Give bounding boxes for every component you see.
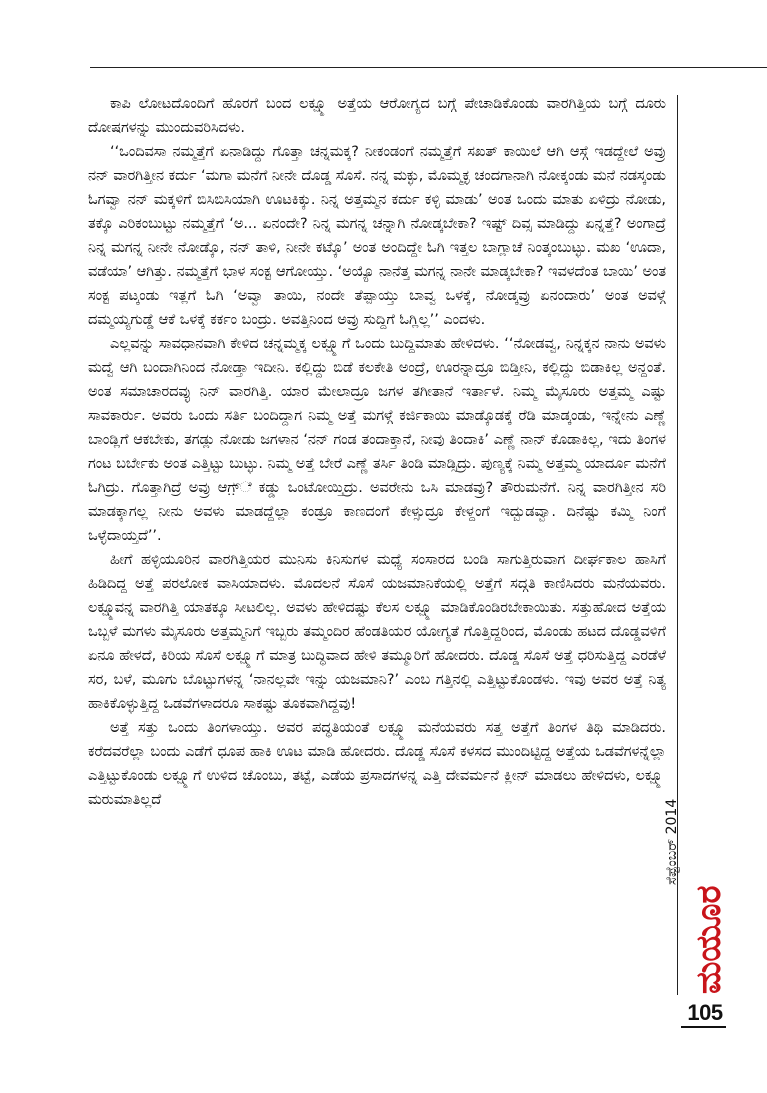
article-body: [88, 92, 666, 812]
magazine-logo: ಮಯೂರ: [689, 885, 729, 994]
top-rule: [90, 67, 767, 68]
paragraph: ‘‘ಒಂದಿವಸಾ ನಮ್ಮತ್ತೆಗೆ ಏನಾಡಿದ್ದು ಗೊತ್ತಾ ಚನ್ನಮಕ್ಕ? ನೀಕಂಡಂಗೆ ನಮ್ಮತ್ತೆಗೆ ಸಖತ್ ಕಾಯಿಲೆ ಆಗಿ ಆಸ್ಗೆ ಇಡದ್ದೇಲೆ ಅವ್ರು ನನ್ ವಾರಗಿತ್ತೀನ ಕರ್ದು ‘ಮಗಾ ಮನೆಗೆ ನೀನೇ ದೊಡ್ಡ ಸೊಸೆ. ನನ್ನ ಮಕ್ಳು, ಮೊಮ್ಮಕ್ಳ ಚಂದಗಾನಾಗಿ ನೋಕ್ಕಂಡು ಮನೆ ನಡಸ್ಕಂಡು ಓಗವ್ವಾ ನನ್ ಮಕ್ಕಳಿಗೆ ಬಿಸಿಬಿಸಿಯಾಗಿ ಊಟಕಿಕ್ಕು. ನಿನ್ನ ಅತ್ತಮ್ಮನ ಕರ್ದು ಕಳ್ಳಿ ಮಾಡು’ ಅಂತ ಒಂದು ಮಾತು ಏಳಿದ್ರು ನೋಡು, ತಕ್ಕೊ ಎರಿಕಂಬುಟ್ಟು ನಮ್ಮತ್ತೆಗೆ ‘ಅ... ಏನಂದೇ? ನಿನ್ನ ಮಗನ್ನ ಚನ್ನಾಗಿ ನೋಡ್ಕಬೇಕಾ? ಇಷ್ಟ್ ದಿವ್ಸ ಮಾಡಿದ್ದು ಏನ್ನತ್ತೆ? ಅಂಗಾದ್ರೆ ನಿನ್ನ ಮಗನ್ನ ನೀನೇ ನೋಡ್ಕೊ, ನನ್ ತಾಳಿ, ನೀನೇ ಕಟ್ಕೊ’ ಅಂತ ಅಂದಿದ್ದೇ ಓಗಿ ಇತ್ತಲ ಬಾಗ್ಲಾಚೆ ನಿಂತ್ಕಂಬುಟ್ಳು. ಮಖ ‘ಊದಾ, ವಡೆಯಾ’ ಆಗಿತ್ತು. ನಮ್ಮತ್ತೆಗೆ ಭಾಳ ಸಂಕ್ಟ ಆಗೋಯ್ತು. ‘ಅಯ್ಯೊ ನಾನೆತ್ತ ಮಗನ್ನ ನಾನೇ ಮಾಡ್ಕಬೇಕಾ? ಇವಳದೆಂತ ಬಾಯಿ’ ಅಂತ ಸಂಕ್ಟ ಪಟ್ಕಂಡು ಇತ್ಲಗೆ ಓಗಿ ‘ಅವ್ವಾ ತಾಯಿ, ನಂದೇ ತೆಪ್ಪಾಯ್ತು ಬಾವ್ವ ಒಳಕ್ಕೆ, ನೋಡ್ಕವ್ರು ಏನಂದಾರು’ ಅಂತ ಅವಳ್ಗೆ ದಮ್ಮಯ್ಯಗುಡ್ಡೆ ಆಕೆ ಒಳಕ್ಕೆ ಕರ್ಕಂ ಬಂದ್ರು. ಅವತ್ತಿನಿಂದ ಅವ್ರು ಸುದ್ದಿಗೆ ಓಗ್ಲಿಲ್ಲ’’ ಎಂದಳು.: [88, 144, 666, 328]
page-number: 105: [687, 1000, 723, 1025]
paragraph: ಅತ್ತೆ ಸತ್ತು ಒಂದು ತಿಂಗಳಾಯ್ತು. ಅವರ ಪದ್ಧತಿಯಂತೆ ಲಕ್ಷ್ಮೂ ಮನೆಯವರು ಸತ್ತ ಅತ್ತೆಗೆ ತಿಂಗಳ ತಿಥಿ ಮಾಡಿದರು. ಕರೆದವರೆಲ್ಲಾ ಬಂದು ಎಡೆಗೆ ಧೂಪ ಹಾಕಿ ಊಟ ಮಾಡಿ ಹೋದರು. ದೊಡ್ಡ ಸೊಸೆ ಕಳಸದ ಮುಂದಿಟ್ಟಿದ್ದ ಅತ್ತೆಯ ಒಡವೆಗಳನ್ನೆಲ್ಲಾ ಎತ್ತಿಟ್ಟುಕೊಂಡು ಲಕ್ಷ್ಮೂಗೆ ಉಳಿದ ಚೊಂಬು, ತಟ್ಟೆ, ಎಡೆಯ ಪ್ರಸಾದಗಳನ್ನ ಎತ್ತಿ ದೇವರ್ಮನೆ ಕ್ಲೀನ್ ಮಾಡಲು ಹೇಳಿದಳು, ಲಕ್ಷ್ಮೂ ಮರುಮಾತಿಲ್ಲದೆ: [88, 720, 666, 808]
paragraph: ಹೀಗೆ ಹಳ್ಳಿಯೂರಿನ ವಾರಗಿತ್ತಿಯರ ಮುನಿಸು ಕಿನಿಸುಗಳ ಮಧ್ಯೆ ಸಂಸಾರದ ಬಂಡಿ ಸಾಗುತ್ತಿರುವಾಗ ದೀರ್ಘಕಾಲ ಹಾಸಿಗೆ ಹಿಡಿದಿದ್ದ ಅತ್ತೆ ಪರಲೋಕ ವಾಸಿಯಾದಳು. ಮೊದಲನೆ ಸೊಸೆ ಯಜಮಾನಿಕೆಯಲ್ಲಿ ಅತ್ತೆಗೆ ಸದ್ಗತಿ ಕಾಣಿಸಿದರು ಮನೆಯವರು. ಲಕ್ಷ್ಮೂವನ್ನ ವಾರಗಿತ್ತಿ ಯಾತಕ್ಕೂ ಸೀಟಲಿಲ್ಲ. ಅವಳು ಹೇಳಿದಷ್ಟು ಕೆಲಸ ಲಕ್ಷ್ಮೂ ಮಾಡಿಕೊಂಡಿರಬೇಕಾಯಿತು. ಸತ್ತುಹೋದ ಅತ್ತೆಯ ಒಬ್ಬಳೆ ಮಗಳು ಮೈಸೂರು ಅತ್ತಮ್ಮನಿಗೆ ಇಬ್ಬರು ತಮ್ಮಂದಿರ ಹೆಂಡತಿಯರ ಯೋಗ್ಯತೆ ಗೊತ್ತಿದ್ದರಿಂದ, ಮೊಂಡು ಹಟದ ದೊಡ್ಡವಳಿಗೆ ಏನೂ ಹೇಳದೆ, ಕಿರಿಯ ಸೊಸೆ ಲಕ್ಷ್ಮೂಗೆ ಮಾತ್ರ ಬುದ್ಧಿವಾದ ಹೇಳಿ ತಮ್ಮೂರಿಗೆ ಹೋದರು. ದೊಡ್ಡ ಸೊಸೆ ಅತ್ತೆ ಧರಿಸುತ್ತಿದ್ದ ಎರಡೆಳೆ ಸರ, ಬಳೆ, ಮೂಗು ಬೊಟ್ಟುಗಳನ್ನ ‘ನಾನಲ್ಲವೇ ಇನ್ನು ಯಜಮಾನಿ?’ ಎಂಬ ಗತ್ತಿನಲ್ಲಿ ಎತ್ತಿಟ್ಟುಕೊಂಡಳು. ಇವು ಅವರ ಅತ್ತೆ ನಿತ್ಯ ಹಾಕಿಕೊಳ್ಳುತ್ತಿದ್ದ ಒಡವೆಗಳಾದರೂ ಸಾಕಷ್ಟು ತೂಕವಾಗಿದ್ದವು!: [88, 552, 666, 712]
issue-date: ಸೆಪ್ಟೆಂಬರ್ 2014: [664, 798, 680, 885]
paragraph: ಕಾಪಿ ಲೋಟದೊಂದಿಗೆ ಹೊರಗೆ ಬಂದ ಲಕ್ಷ್ಮೂ ಅತ್ತೆಯ ಆರೋಗ್ಯದ ಬಗ್ಗೆ ಪೇಚಾಡಿಕೊಂಡು ವಾರಗಿತ್ತಿಯ ಬಗ್ಗೆ ದೂರು ದೋಷಗಳನ್ನು ಮುಂದುವರಿಸಿದಳು.: [88, 96, 666, 136]
paragraph: ಎಲ್ಲವನ್ನು ಸಾವಧಾನವಾಗಿ ಕೇಳಿದ ಚನ್ನಮ್ಮಕ್ಕ ಲಕ್ಷ್ಮೂಗೆ ಒಂದು ಬುದ್ದಿಮಾತು ಹೇಳಿದಳು. ‘‘ನೋಡವ್ವ, ನಿನ್ನಕ್ಕನ ನಾನು ಅವಳು ಮದ್ವೆ ಆಗಿ ಬಂದಾಗಿನಿಂದ ನೋಡ್ತಾ ಇದೀನಿ. ಕಲ್ಲಿದ್ದು ಬಿಡೆ ಕಲಕೇತಿ ಅಂದ್ರೆ, ಊರನ್ನಾದ್ರೂ ಬಿಡ್ತೀನಿ, ಕಲ್ಲಿದ್ದು ಬಿಡಾಕಿಲ್ಲ ಅನ್ದಂತೆ. ಅಂತ ಸಮಾಚಾರದವ್ಳು ನಿನ್ ವಾರಗಿತ್ತಿ. ಯಾರ ಮೇಲಾದ್ರೂ ಜಗಳ ತಗೀತಾನೆ ಇರ್ತಾಳೆ. ನಿಮ್ಮ ಮೈಸೂರು ಅತ್ತಮ್ಮ ಎಷ್ಟು ಸಾವಕಾರ್ರು. ಅವರು ಒಂದು ಸರ್ತಿ ಬಂದಿದ್ದಾಗ ನಿಮ್ಮ ಅತ್ತೆ ಮಗಳ್ಗೆ ಕರ್ಜಿಕಾಯಿ ಮಾಡ್ಕೊಡಕ್ಕೆ ರೆಡಿ ಮಾಡ್ಕಂಡು, ಇನ್ನೇನು ಎಣ್ಣೆ ಬಾಂಡ್ಲಿಗೆ ಆಕಬೇಕು, ತಗಡ್ಲು ನೋಡು ಜಗಳಾನ ‘ನನ್ ಗಂಡ ತಂದಾಕ್ತಾನೆ, ನೀವು ತಿಂದಾಕಿ’ ಎಣ್ಣೆ ನಾನ್ ಕೊಡಾಕಿಲ್ಲ, ಇದು ತಿಂಗಳ ಗಂಟ ಬರ್ಬೇಕು ಅಂತ ಎತ್ತಿಟ್ಟು ಬುಟ್ಳು. ನಿಮ್ಮ ಅತ್ತೆ ಬೇರೆ ಎಣ್ಣೆ ತರ್ಸಿ ತಿಂಡಿ ಮಾಡ್ಸಿದ್ರು. ಪುಣ್ಯಕ್ಕೆ ನಿಮ್ಮ ಅತ್ತಮ್ಮ ಯಾರ್ದೂ ಮನೆಗೆ ಓಗಿದ್ರು. ಗೊತ್ತಾಗಿದ್ರೆ ಅವ್ರು ಆಗ಼್ೆ ಕಡ್ಡು ಒಂಟೋಯ್ತಿದ್ರು. ಅವರೇನು ಒಸಿ ಮಾಡವ್ರು? ತೌರುಮನೆಗೆ. ನಿನ್ನ ವಾರಗಿತ್ತೀನ ಸರಿ ಮಾಡಕ್ಕಾಗಲ್ಲ ನೀನು ಅವಳು ಮಾಡದ್ದೆಲ್ಲಾ ಕಂಡ್ರೂ ಕಾಣದಂಗೆ ಕೇಳ್ಸುದ್ರೂ ಕೇಳ್ದಂಗೆ ಇದ್ಬುಡವ್ವಾ. ದಿನೆಷ್ಟು ಕಮ್ಮಿ ನಿಂಗೆ ಒಳ್ಳೆದಾಯ್ತದೆ’’.: [88, 336, 667, 544]
page-number-underline: [681, 1026, 726, 1028]
